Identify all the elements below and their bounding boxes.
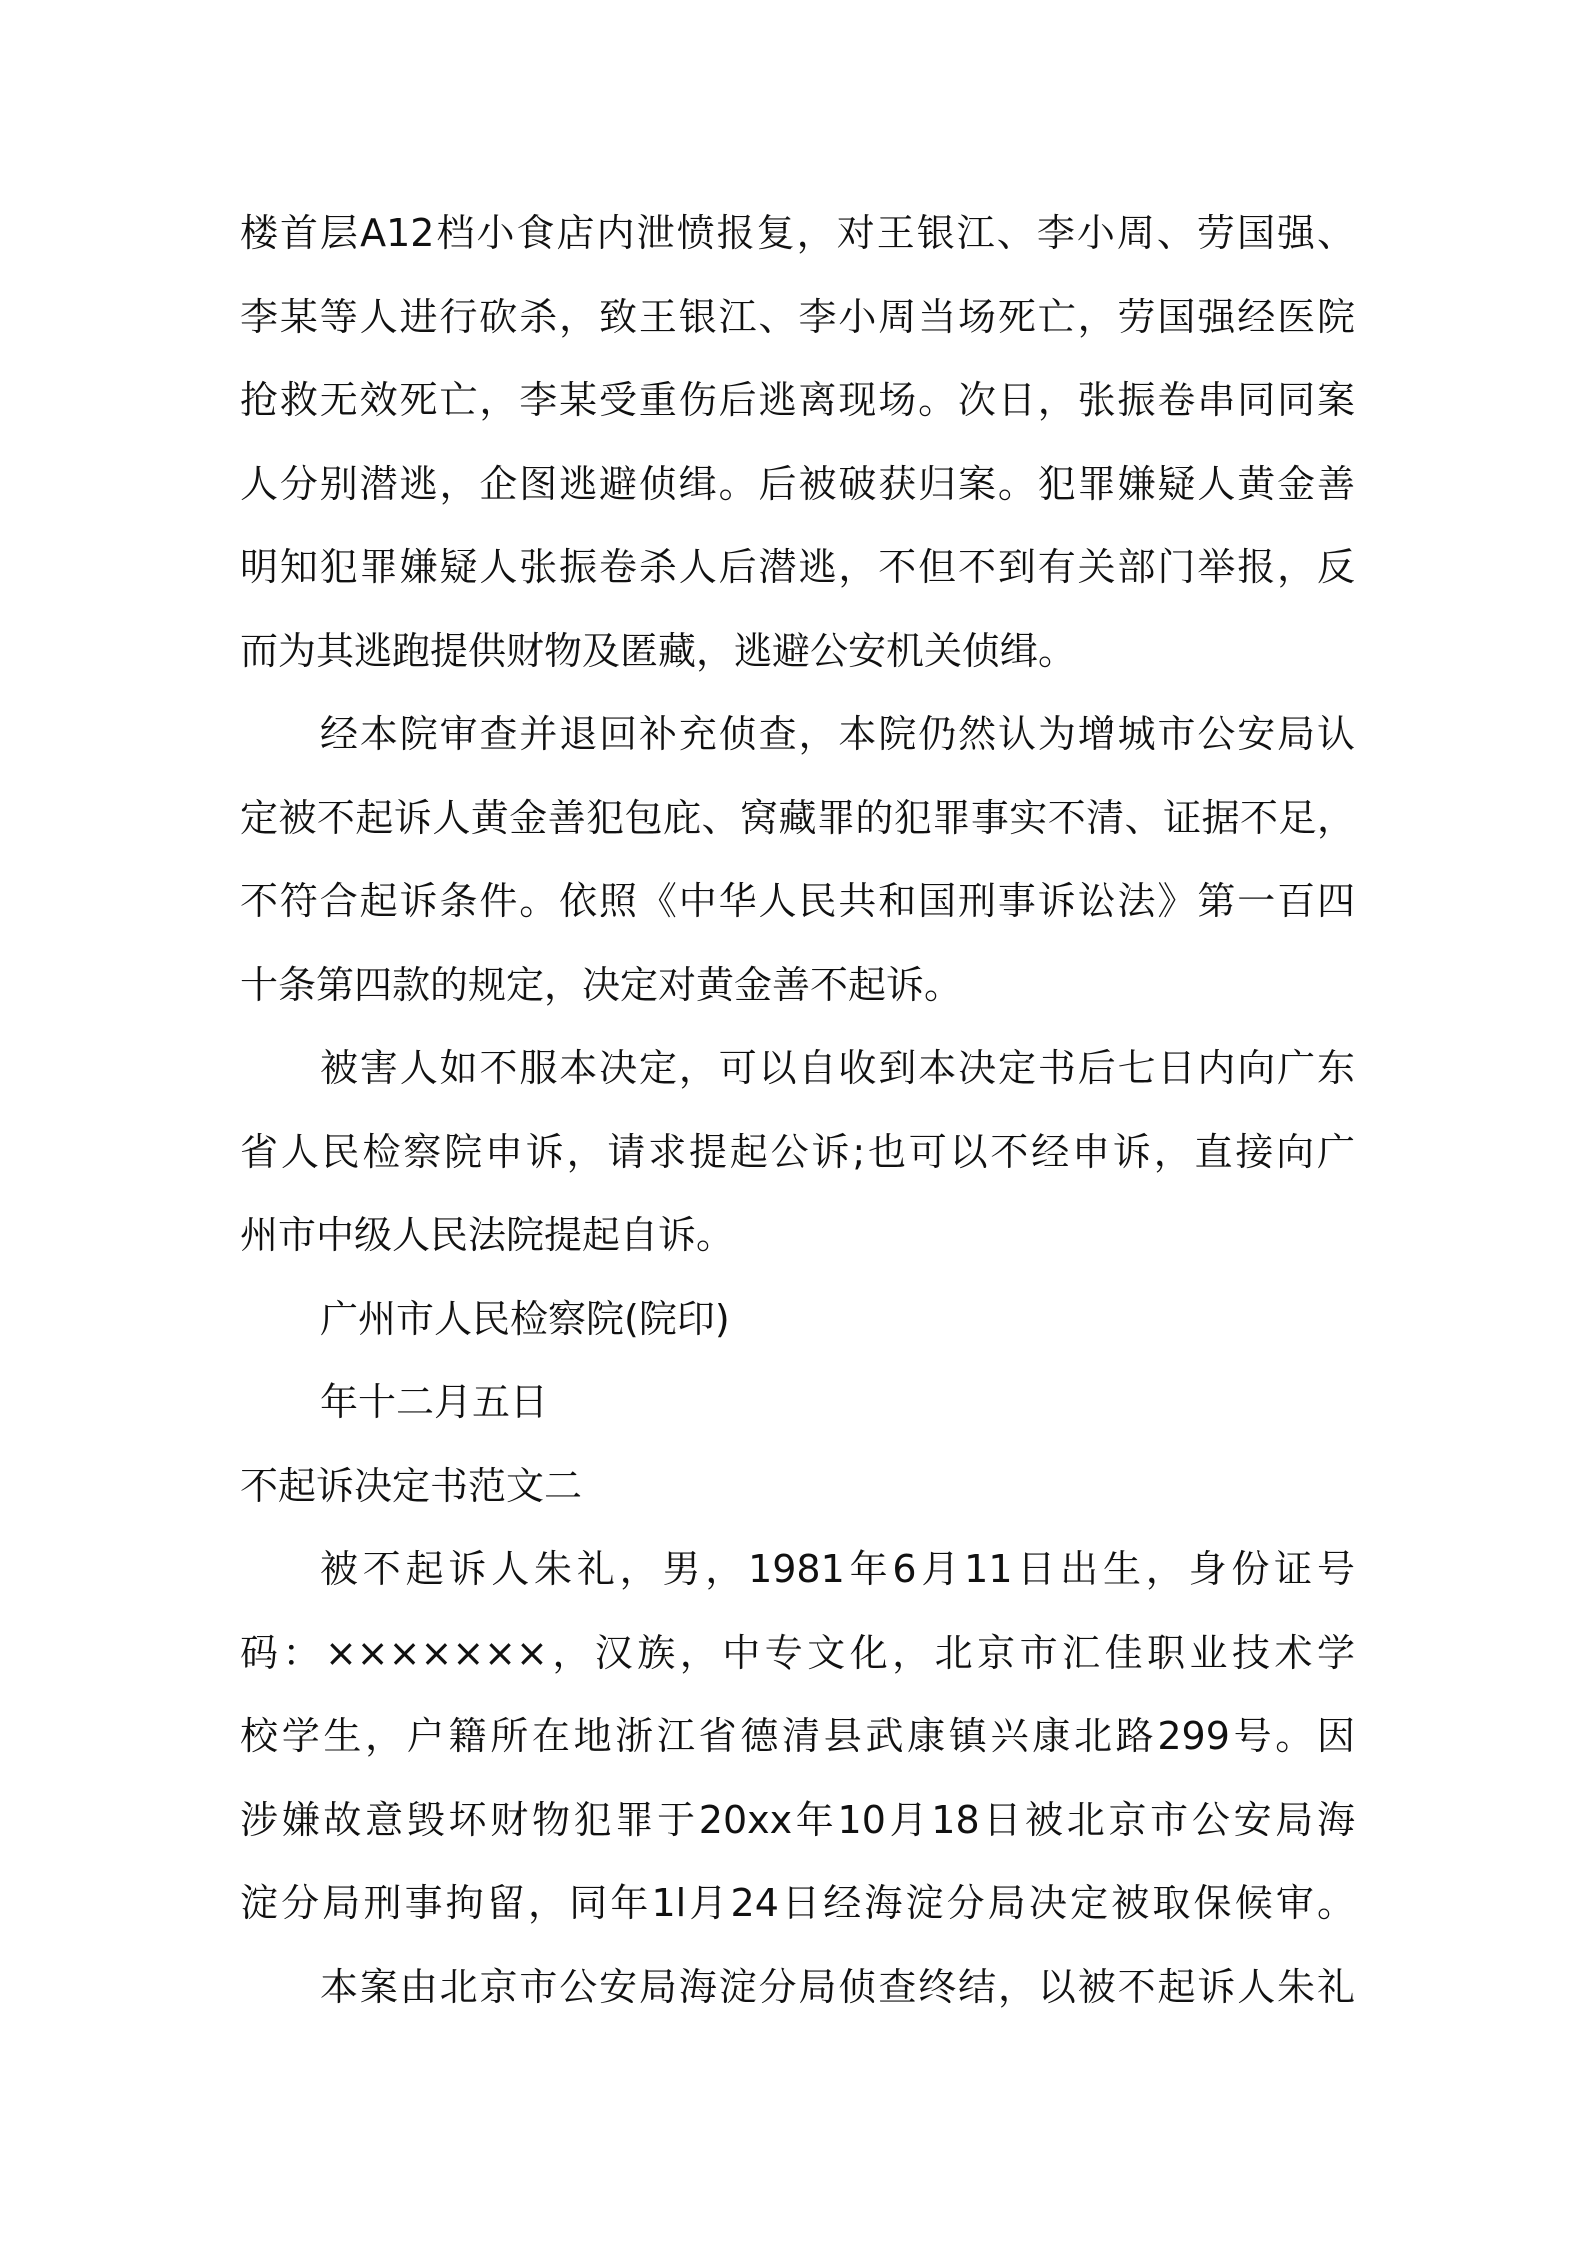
paragraph-line: 而为其逃跑提供财物及匿藏，逃避公安机关侦缉。: [240, 628, 1077, 673]
paragraph-line: 本案由北京市公安局海淀分局侦查终结，以被不起诉人朱礼: [320, 1964, 1355, 2009]
paragraph-line: 定被不起诉人黄金善犯包庇、窝藏罪的犯罪事实不清、证据不足，: [240, 795, 1355, 840]
paragraph-line: 码：×××××××，汉族，中专文化，北京市汇佳职业技术学: [240, 1630, 1355, 1675]
paragraph-line: 楼首层A12档小食店内泄愤报复，对王银江、李小周、劳国强、: [240, 211, 1355, 255]
paragraph-line: 淀分局刑事拘留，同年1l月24日经海淀分局决定被取保候审。: [240, 1881, 1355, 1925]
section-heading: 不起诉决定书范文二: [240, 1463, 583, 1508]
signature-date: 年十二月五日: [320, 1380, 549, 1424]
paragraph-line: 明知犯罪嫌疑人张振卷杀人后潜逃，不但不到有关部门举报，反: [240, 545, 1355, 589]
document-body: [240, 192, 1355, 2029]
paragraph-line: 被害人如不服本决定，可以自收到本决定书后七日内向广东: [320, 1046, 1355, 1090]
paragraph-line: 人分别潜逃，企图逃避侦缉。后被破获归案。犯罪嫌疑人黄金善: [240, 461, 1355, 506]
paragraph-line: 涉嫌故意毁坏财物犯罪于20xx年10月18日被北京市公安局海: [240, 1797, 1355, 1842]
paragraph-line: 李某等人进行砍杀，致王银江、李小周当场死亡，劳国强经医院: [240, 294, 1355, 339]
paragraph-line: 抢救无效死亡，李某受重伤后逃离现场。次日，张振卷串同同案: [240, 378, 1355, 422]
paragraph-line: 州市中级人民法院提起自诉。: [240, 1213, 735, 1257]
paragraph-line: 经本院审查并退回补充侦查，本院仍然认为增城市公安局认: [320, 712, 1355, 756]
paragraph-line: 不符合起诉条件。依照《中华人民共和国刑事诉讼法》第一百四: [240, 879, 1355, 923]
paragraph-line: 校学生，户籍所在地浙江省德清县武康镇兴康北路299号。因: [240, 1714, 1355, 1758]
paragraph-line: 被不起诉人朱礼，男，1981年6月11日出生，身份证号: [320, 1547, 1355, 1591]
paragraph-line: 十条第四款的规定，决定对黄金善不起诉。: [240, 962, 963, 1007]
paragraph-line: 省人民检察院申诉，请求提起公诉;也可以不经申诉，直接向广: [240, 1129, 1355, 1174]
signature-issuer: 广州市人民检察院(院印): [320, 1296, 730, 1341]
